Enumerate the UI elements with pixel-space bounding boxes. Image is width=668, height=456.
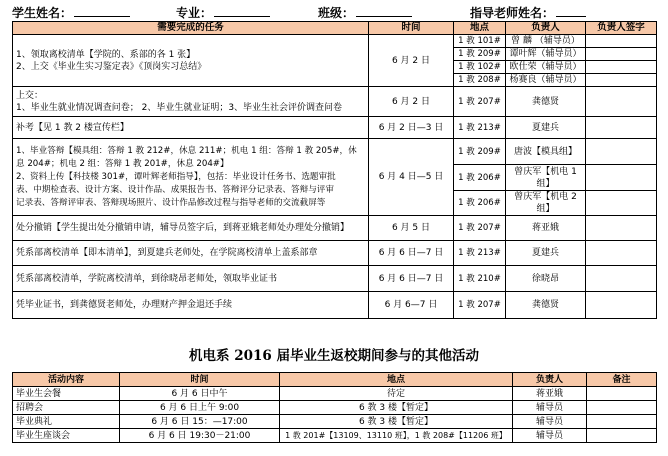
time-cell: 6 月 4 日—5 日 [369, 139, 454, 216]
time-cell: 6 月 2 日 [369, 35, 454, 87]
col-location: 地点 [280, 373, 513, 387]
col-time: 时间 [369, 22, 454, 35]
class-label: 班级： [318, 4, 412, 20]
table-row [13, 87, 657, 117]
person-cell: 欧仕荣（辅导员） [506, 61, 586, 74]
table-row [13, 387, 657, 401]
person-cell: 谭叶辉（辅导员） [506, 48, 586, 61]
location-cell: 1 教 206# [454, 191, 506, 216]
activity-cell: 招聘会 [13, 401, 120, 415]
location-cell: 1 教 209# [454, 48, 506, 61]
person-cell: 曾庆军【机电 1 组】 [506, 165, 586, 191]
location-cell: 1 教 201#【13109、13110 班】，1 教 208#【11206 班】 [280, 429, 513, 443]
activity-cell: 毕业生座谈会 [13, 429, 120, 443]
time-cell: 6 月 6—7 日 [369, 292, 454, 319]
activity-cell: 毕业生会餐 [13, 387, 120, 401]
task-cell: 处分撤销【学生提出处分撤销申请，辅导员签字后，到蒋亚娥老师处办理处分撤销】 [13, 216, 369, 241]
person-cell: 辅导员 [513, 415, 587, 429]
activities-header-row [13, 373, 657, 387]
col-person: 负责人 [506, 22, 586, 35]
signature-cell[interactable] [586, 139, 657, 165]
time-cell: 6 月 2 日—3 日 [369, 117, 454, 139]
person-cell: 辅导员 [513, 401, 587, 415]
person-cell: 唐波【模具组】 [506, 139, 586, 165]
location-cell: 1 教 102# [454, 61, 506, 74]
person-cell: 徐晓昂 [506, 266, 586, 292]
location-cell: 1 教 210# [454, 266, 506, 292]
tasks-header-row [13, 22, 657, 35]
col-signature: 负责人签字 [586, 22, 657, 35]
table-row [13, 241, 657, 266]
major-label: 专业： [176, 4, 270, 20]
signature-cell[interactable] [586, 74, 657, 87]
location-cell: 1 教 213# [454, 241, 506, 266]
location-cell: 1 教 101# [454, 35, 506, 48]
task-cell: 上交： 1、毕业生就业情况调查问卷； 2、毕业生就业证明；3、毕业生社会评价调查问卷 [13, 87, 369, 117]
advisor-label: 指导老师姓名： [470, 4, 586, 20]
task-cell: 凭系部离校清单，学院离校清单，到徐晓昂老师处，领取毕业证书 [13, 266, 369, 292]
location-cell: 1 教 209# [454, 139, 506, 165]
signature-cell[interactable] [586, 35, 657, 48]
person-cell: 龚德贤 [506, 292, 586, 319]
col-activity: 活动内容 [13, 373, 120, 387]
person-cell: 辅导员 [513, 429, 587, 443]
location-cell: 1 教 207# [454, 87, 506, 117]
task-cell: 1、毕业答辩【模具组：答辩 1 教 212#，休息 211#；机电 1 组：答辩 1 教 205#，休 息 204#；机电 2 组：答辩 1 教 201#，休息 204#】 2、资料上传【科技楼 301#，谭叶辉老师指导】，包括：毕业设计任务书、选题审批 表、中期检查表、设计方案、设计作品、成果报告书、答辩评分记录表、答辩与评审 记录表、答辩评审表、答辩现场照片、设计作品修改过程与指导老师的交流截屏等 [13, 139, 369, 216]
signature-cell[interactable] [586, 241, 657, 266]
time-cell: 6 月 6 日 19:30－21:00 [120, 429, 280, 443]
time-cell: 6 月 6 日上午 9:00 [120, 401, 280, 415]
person-cell: 杨赛良（辅导员） [506, 74, 586, 87]
time-cell: 6 月 6 日—7 日 [369, 241, 454, 266]
note-cell[interactable] [587, 401, 657, 415]
table-row [13, 35, 657, 48]
task-cell: 凭毕业证书，到龚德贤老师处，办理财产押金退还手续 [13, 292, 369, 319]
person-cell: 曾 麟 （辅导员） [506, 35, 586, 48]
task-cell: 补考【见 1 教 2 楼宣传栏】 [13, 117, 369, 139]
note-cell[interactable] [587, 415, 657, 429]
person-cell: 龚德贤 [506, 87, 586, 117]
note-cell[interactable] [587, 387, 657, 401]
signature-cell[interactable] [586, 165, 657, 191]
signature-cell[interactable] [586, 292, 657, 319]
signature-cell[interactable] [586, 61, 657, 74]
table-row [13, 216, 657, 241]
table-row [13, 415, 657, 429]
class-blank[interactable] [356, 5, 412, 17]
student-name-label: 学生姓名： [12, 4, 130, 20]
note-cell[interactable] [587, 429, 657, 443]
col-time: 时间 [120, 373, 280, 387]
major-blank[interactable] [214, 5, 270, 17]
person-cell: 曾庆军【机电 2 组】 [506, 191, 586, 216]
col-location: 地点 [454, 22, 506, 35]
location-cell: 6 教 3 楼【暂定】 [280, 415, 513, 429]
table-row [13, 117, 657, 139]
table-row [13, 292, 657, 319]
col-person: 负责人 [513, 373, 587, 387]
time-cell: 6 月 5 日 [369, 216, 454, 241]
time-cell: 6 月 6 日中午 [120, 387, 280, 401]
time-cell: 6 月 2 日 [369, 87, 454, 117]
col-task: 需要完成的任务 [13, 22, 369, 35]
col-note: 备注 [587, 373, 657, 387]
tasks-table [12, 21, 657, 319]
signature-cell[interactable] [586, 87, 657, 117]
location-cell: 1 教 207# [454, 292, 506, 319]
location-cell: 1 教 208# [454, 74, 506, 87]
location-cell: 1 教 207# [454, 216, 506, 241]
time-cell: 6 月 6 日 15：—17:00 [120, 415, 280, 429]
person-cell: 蒋亚娥 [506, 216, 586, 241]
signature-cell[interactable] [586, 266, 657, 292]
location-cell: 6 教 3 楼【暂定】 [280, 401, 513, 415]
signature-cell[interactable] [586, 117, 657, 139]
location-cell: 待定 [280, 387, 513, 401]
time-cell: 6 月 6 日—7 日 [369, 266, 454, 292]
student-name-blank[interactable] [74, 5, 130, 17]
activities-table [12, 372, 657, 443]
person-cell: 夏建兵 [506, 117, 586, 139]
table-row [13, 266, 657, 292]
table-row [13, 139, 657, 165]
activities-title: 机电系 2016 届毕业生返校期间参与的其他活动 [189, 348, 479, 364]
person-cell: 蒋亚娥 [513, 387, 587, 401]
task-cell: 凭系部离校清单【即本清单】，到夏建兵老师处，在学院离校清单上盖系部章 [13, 241, 369, 266]
location-cell: 1 教 206# [454, 165, 506, 191]
activity-cell: 毕业典礼 [13, 415, 120, 429]
signature-cell[interactable] [586, 191, 657, 216]
advisor-blank[interactable] [556, 5, 586, 17]
location-cell: 1 教 213# [454, 117, 506, 139]
table-row [13, 401, 657, 415]
table-row [13, 429, 657, 443]
signature-cell[interactable] [586, 48, 657, 61]
task-cell: 1、领取离校清单【学院的、系部的各 1 张】 2、上交《毕业生实习鉴定表》《顶岗实习总结》 [13, 35, 369, 87]
signature-cell[interactable] [586, 216, 657, 241]
person-cell: 夏建兵 [506, 241, 586, 266]
